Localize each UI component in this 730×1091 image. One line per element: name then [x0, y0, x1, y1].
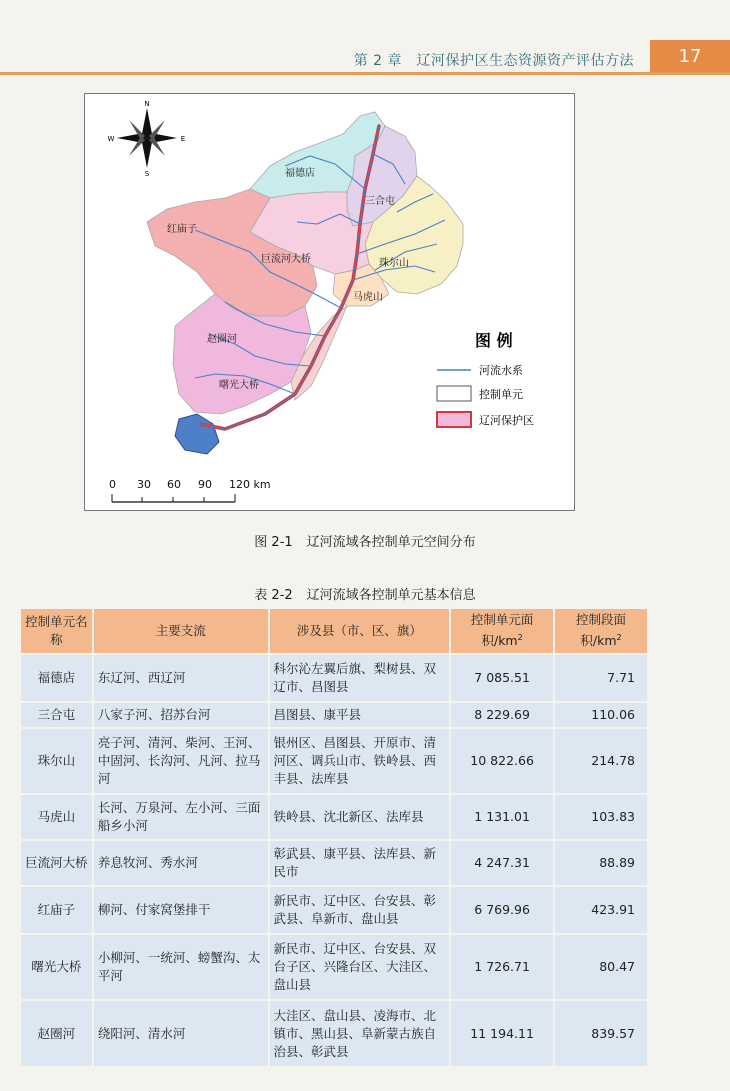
page-header	[0, 0, 730, 76]
cell-unit-area: 1 726.71	[450, 934, 554, 1000]
cell-counties: 科尔沁左翼后旗、梨树县、双辽市、昌图县	[269, 654, 451, 702]
cell-unit-area: 1 131.01	[450, 794, 554, 840]
liaohe-basin-map	[84, 93, 575, 511]
col-header-name: 控制单元名称	[21, 609, 93, 654]
cell-counties: 银州区、昌图县、开原市、清河区、调兵山市、铁岭县、西丰县、法库县	[269, 728, 451, 794]
header-rule	[0, 72, 730, 75]
chapter-title: 第 2 章 辽河保护区生态资源资产评估方法	[353, 53, 634, 69]
scale-tick-60: 60	[167, 478, 181, 491]
col-header-unit-area: 控制单元面积$/km^2$	[450, 609, 554, 654]
col-header-counties: 涉及县（市、区、旗）	[269, 609, 451, 654]
label-sanhetun: 三合屯	[365, 196, 395, 207]
compass-south: S	[144, 170, 150, 178]
figure-number: 图 2-1	[254, 535, 293, 550]
cell-tributaries: 八家子河、招苏台河	[93, 702, 269, 728]
compass-rose-icon	[108, 100, 186, 178]
cell-name: 福德店	[21, 654, 93, 702]
legend-reserve: 辽河保护区	[479, 414, 534, 427]
label-fudedian: 福德店	[285, 168, 315, 179]
col-header-tributaries: 主要支流	[93, 609, 269, 654]
label-hongmiaozi: 红庙子	[167, 224, 197, 235]
cell-unit-area: 11 194.11	[450, 1000, 554, 1066]
legend-unit-swatch	[437, 386, 471, 401]
cell-unit-area: 4 247.31	[450, 840, 554, 886]
page-number: 17	[650, 40, 730, 74]
map-graphic	[85, 94, 576, 512]
control-unit-table	[21, 609, 649, 1066]
compass-east: E	[180, 135, 186, 143]
col-header-section-area: 控制段面积$/km^2$	[554, 609, 648, 654]
figure-title: 辽河流域各控制单元空间分布	[306, 535, 476, 550]
cell-counties: 新民市、辽中区、台安县、双台子区、兴隆台区、大洼区、盘山县	[269, 934, 451, 1000]
legend-title: 图 例	[475, 331, 513, 350]
table-header-row	[21, 609, 648, 654]
cell-section-area: 103.83	[554, 794, 648, 840]
legend-river: 河流水系	[479, 364, 523, 377]
label-juliuhe: 巨流河大桥	[261, 254, 311, 265]
cell-tributaries: 小柳河、一统河、螃蟹沟、太平河	[93, 934, 269, 1000]
cell-name: 巨流河大桥	[21, 840, 93, 886]
cell-section-area: 214.78	[554, 728, 648, 794]
table-number: 表 2-2	[254, 588, 293, 603]
cell-tributaries: 长河、万泉河、左小河、三面船乡小河	[93, 794, 269, 840]
table-row	[21, 886, 648, 934]
compass-west: W	[107, 135, 115, 143]
cell-unit-area: 6 769.96	[450, 886, 554, 934]
cell-section-area: 110.06	[554, 702, 648, 728]
cell-tributaries: 亮子河、清河、柴河、王河、中固河、长沟河、凡河、拉马河	[93, 728, 269, 794]
cell-counties: 昌图县、康平县	[269, 702, 451, 728]
table-row	[21, 702, 648, 728]
cell-section-area: 7.71	[554, 654, 648, 702]
scale-tick-30: 30	[137, 478, 151, 491]
label-zhuershan: 珠尔山	[379, 258, 409, 269]
table-row	[21, 840, 648, 886]
label-zhaoquanhe: 赵圈河	[207, 334, 237, 345]
map-legend	[437, 331, 534, 427]
table-caption	[0, 584, 730, 603]
table-row	[21, 794, 648, 840]
table-title: 辽河流域各控制单元基本信息	[306, 588, 476, 603]
cell-counties: 新民市、辽中区、台安县、彰武县、阜新市、盘山县	[269, 886, 451, 934]
legend-reserve-swatch	[437, 412, 471, 427]
cell-counties: 大洼区、盘山县、凌海市、北镇市、黑山县、阜新蒙古族自治县、彰武县	[269, 1000, 451, 1066]
figure-caption	[0, 531, 730, 550]
cell-tributaries: 绕阳河、清水河	[93, 1000, 269, 1066]
cell-section-area: 839.57	[554, 1000, 648, 1066]
cell-unit-area: 7 085.51	[450, 654, 554, 702]
cell-tributaries: 养息牧河、秀水河	[93, 840, 269, 886]
cell-section-area: 80.47	[554, 934, 648, 1000]
table-row	[21, 934, 648, 1000]
cell-name: 红庙子	[21, 886, 93, 934]
table-row	[21, 728, 648, 794]
cell-unit-area: 10 822.66	[450, 728, 554, 794]
cell-tributaries: 东辽河、西辽河	[93, 654, 269, 702]
compass-north: N	[144, 100, 150, 108]
cell-tributaries: 柳河、付家窝堡排干	[93, 886, 269, 934]
cell-counties: 彰武县、康平县、法库县、新民市	[269, 840, 451, 886]
cell-counties: 铁岭县、沈北新区、法库县	[269, 794, 451, 840]
unit-region-estuary	[175, 414, 219, 454]
scale-tick-120: 120 km	[229, 478, 271, 491]
legend-unit: 控制单元	[479, 388, 523, 401]
label-shuguang: 曙光大桥	[219, 380, 259, 391]
table-row	[21, 1000, 648, 1066]
cell-name: 赵圈河	[21, 1000, 93, 1066]
scale-tick-90: 90	[198, 478, 212, 491]
cell-name: 曙光大桥	[21, 934, 93, 1000]
table-row	[21, 654, 648, 702]
cell-section-area: 423.91	[554, 886, 648, 934]
cell-name: 马虎山	[21, 794, 93, 840]
label-mahushan: 马虎山	[353, 292, 383, 303]
cell-unit-area: 8 229.69	[450, 702, 554, 728]
scale-bar	[109, 478, 271, 502]
scale-tick-0: 0	[109, 478, 116, 491]
cell-name: 珠尔山	[21, 728, 93, 794]
cell-section-area: 88.89	[554, 840, 648, 886]
cell-name: 三合屯	[21, 702, 93, 728]
